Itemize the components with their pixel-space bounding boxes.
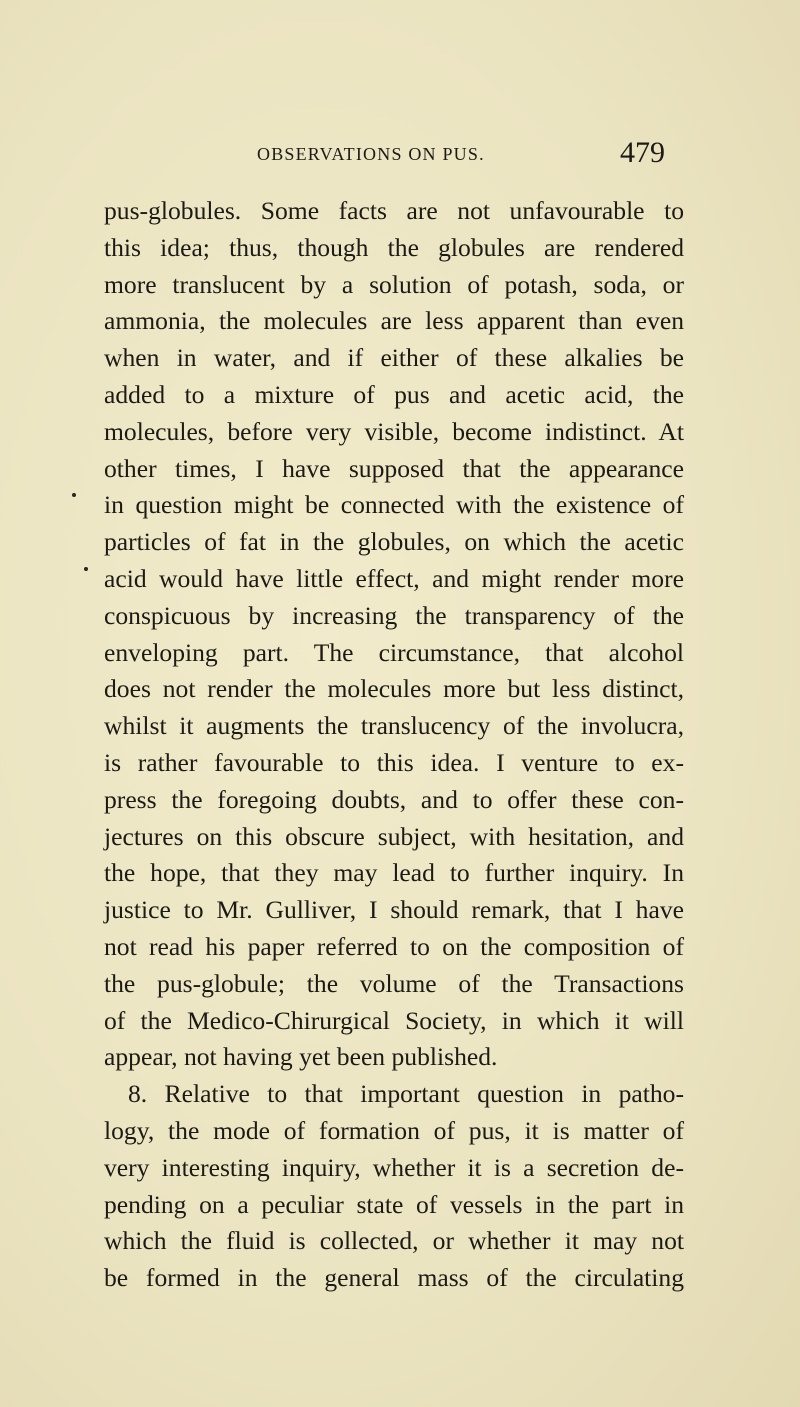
text-line: conspicuous by increasing the transparency of the [104,600,684,630]
margin-speck [84,567,88,571]
text-line: acid would have little effect, and might render more [104,563,684,593]
text-line: the pus-globule; the volume of the Transactions [104,968,684,998]
text-line: appear, not having yet been published. [104,1042,498,1072]
text-line: of the Medico-Chirurgical Society, in which it will [104,1005,684,1035]
text-line: pending on a peculiar state of vessels in the part in [104,1189,684,1219]
margin-speck [72,493,76,497]
text-line: in question might be connected with the existence of [104,490,684,520]
running-title: OBSERVATIONS ON PUS. [257,144,485,164]
page-number: 479 [620,136,665,169]
text-line: justice to Mr. Gulliver, I should remark, that I have [104,895,684,925]
text-line: press the foregoing doubts, and to offer these con- [104,784,684,814]
running-head [0,136,800,180]
text-line: more translucent by a solution of potash, soda, or [104,269,684,299]
text-line: whilst it augments the translucency of the involucra, [104,711,684,741]
text-line: this idea; thus, though the globules are rendered [104,232,684,262]
text-line: particles of fat in the globules, on which the acetic [104,527,684,557]
body-text [104,193,684,1297]
text-line: ammonia, the molecules are less apparent than even [104,306,684,336]
text-line: added to a mixture of pus and acetic acid, the [104,379,684,409]
text-line: 8. Relative to that important question in patho- [128,1079,684,1109]
text-line: which the fluid is collected, or whether it may not [104,1226,684,1256]
text-line: is rather favourable to this idea. I venture to ex- [104,747,684,777]
text-line: molecules, before very visible, become indistinct. At [104,416,684,446]
text-line: when in water, and if either of these alkalies be [104,343,684,373]
text-line: enveloping part. The circumstance, that alcohol [104,637,684,667]
text-line: other times, I have supposed that the appearance [104,453,684,483]
text-line: be formed in the general mass of the circulating [104,1263,684,1293]
text-line: not read his paper referred to on the composition of [104,931,684,961]
text-line: does not render the molecules more but less distinct, [104,674,684,704]
text-line: logy, the mode of formation of pus, it is matter of [104,1115,684,1145]
text-line: the hope, that they may lead to further inquiry. In [104,858,684,888]
text-line: pus-globules. Some facts are not unfavourable to [104,196,684,225]
text-line: jectures on this obscure subject, with hesitation, and [104,821,684,851]
text-line: very interesting inquiry, whether it is a secretion de- [104,1152,684,1182]
